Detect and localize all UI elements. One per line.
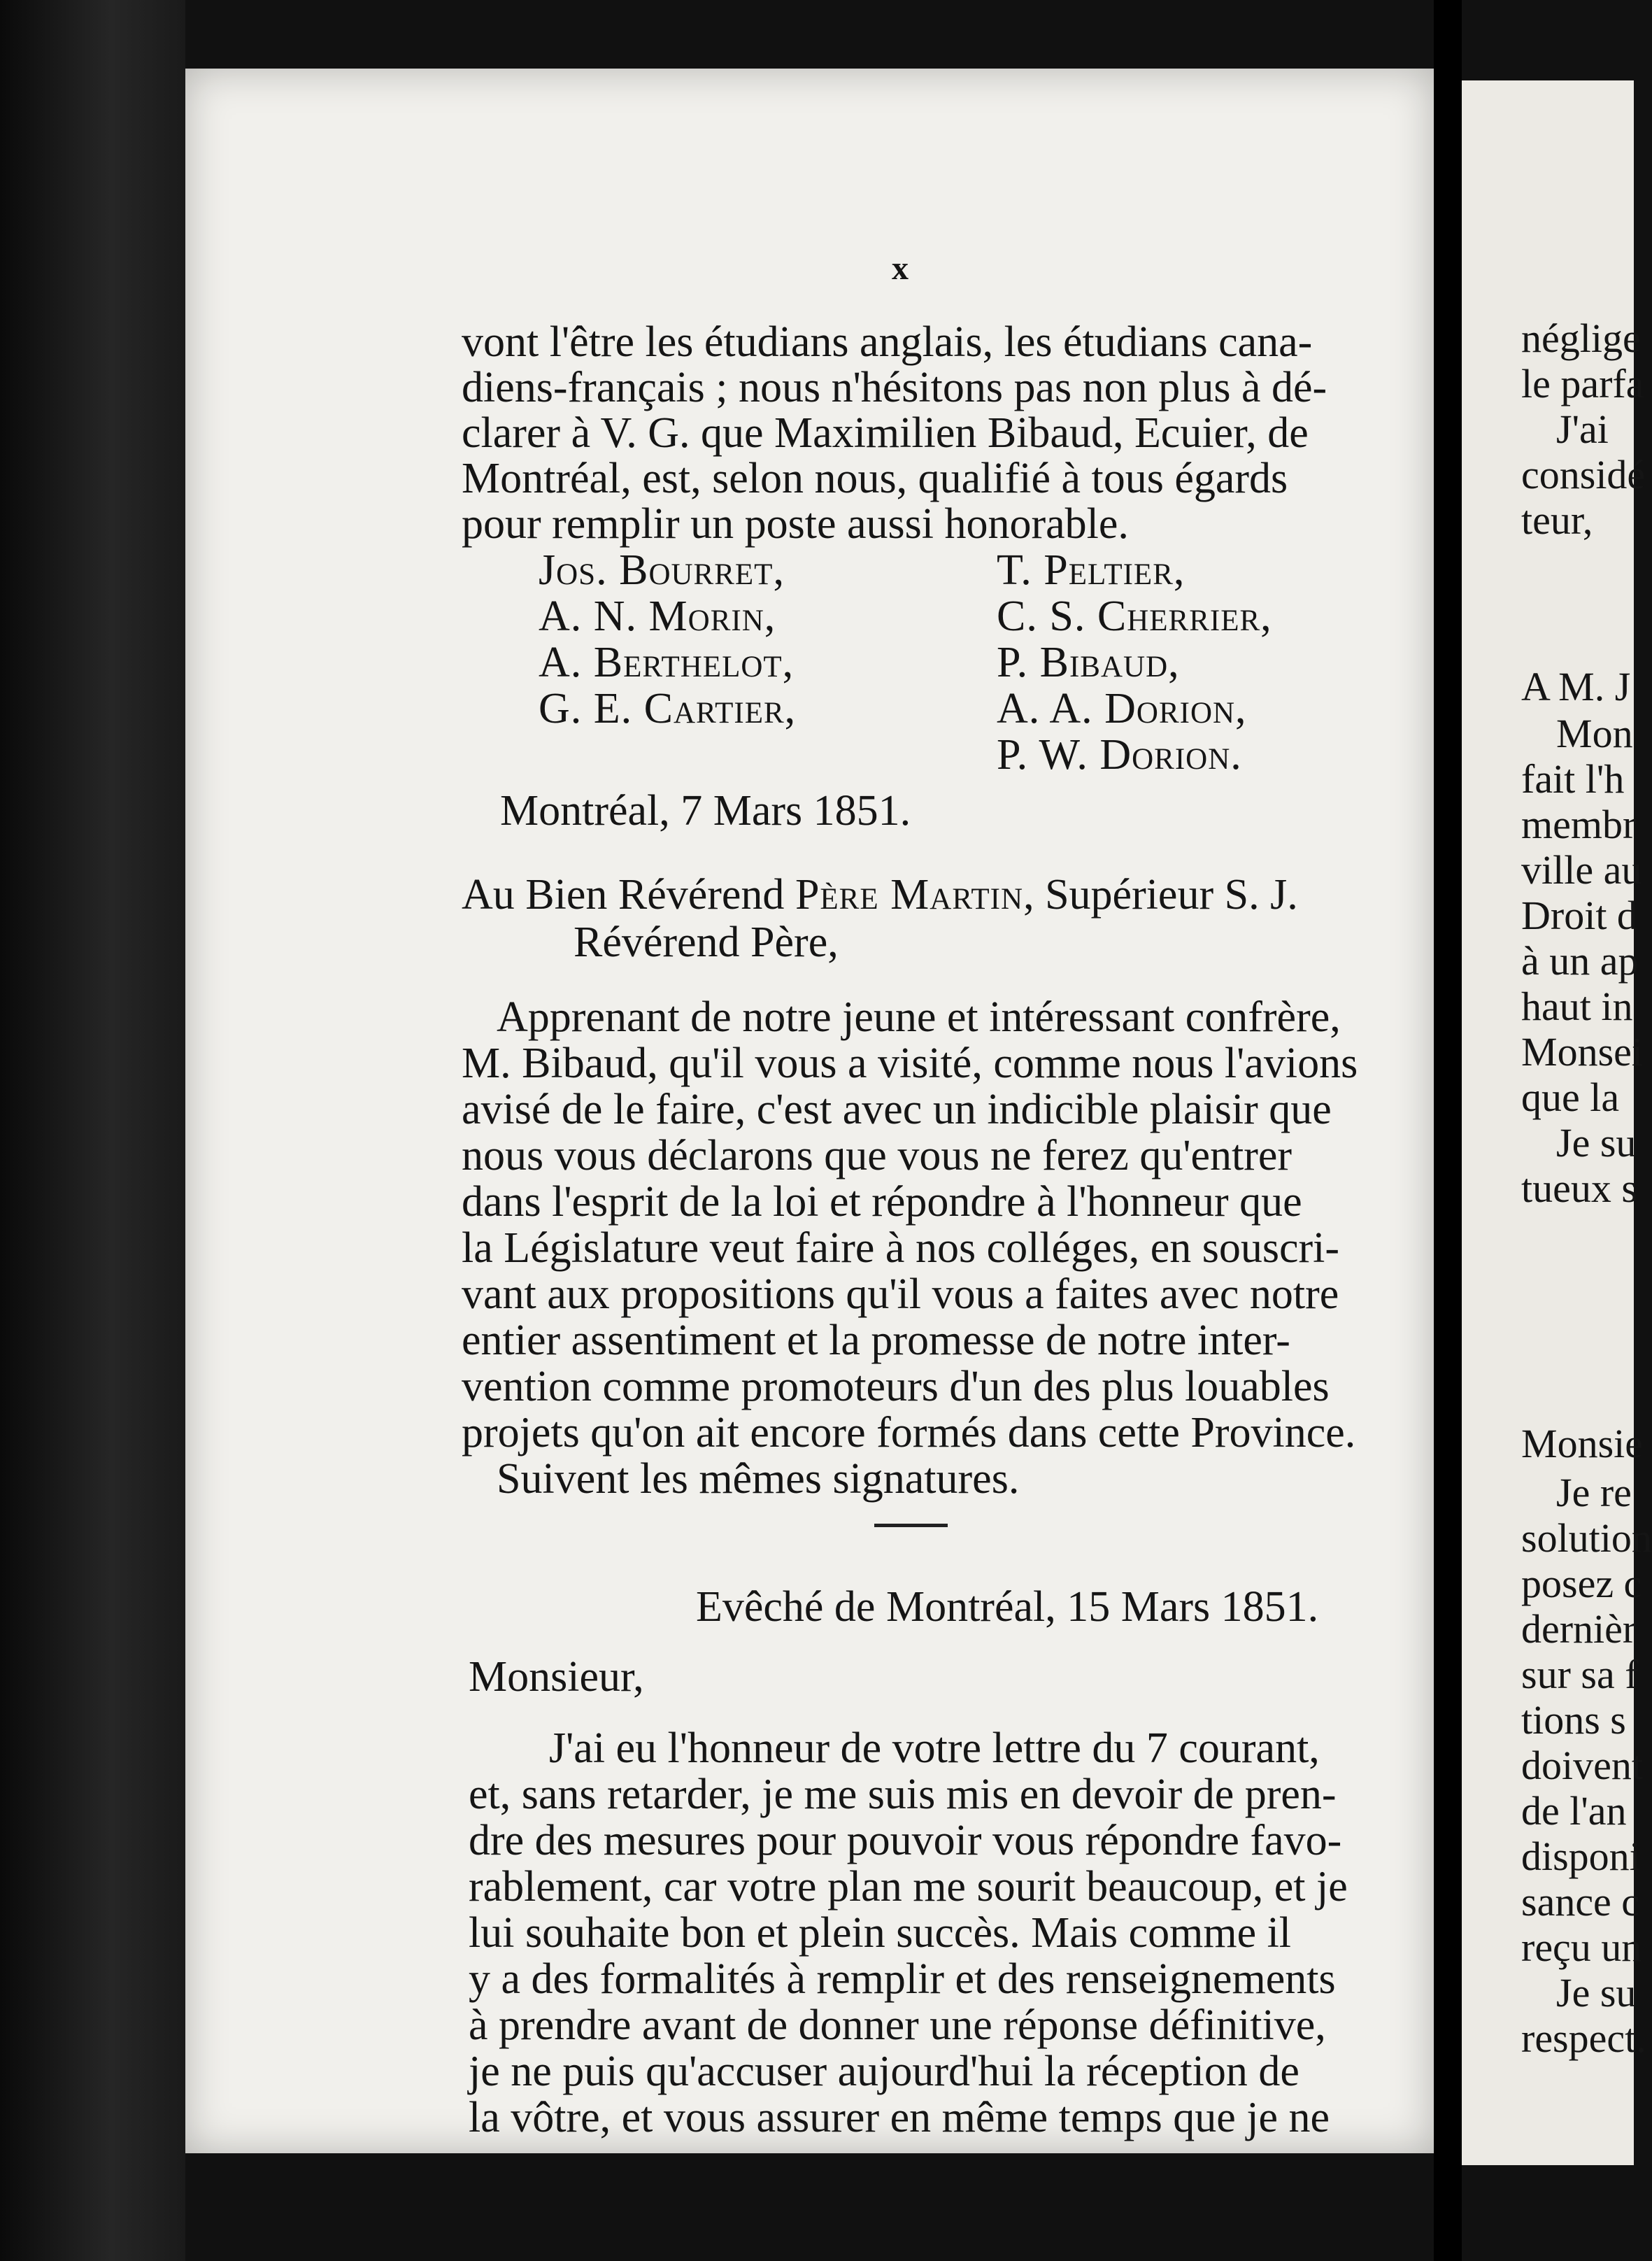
addressee-line: Au Bien Révérend Père Martin, Supérieur S. J.: [462, 871, 1298, 919]
body-line: nous vous déclarons que vous ne ferez qu'entrer: [462, 1132, 1293, 1179]
body-line: dans l'esprit de la loi et répondre à l'honneur que: [462, 1178, 1302, 1226]
body-line: projets qu'on ait encore formés dans cette Province.: [462, 1409, 1356, 1456]
signature-left: G. E. Cartier,: [539, 685, 797, 732]
facing-line: J'ai: [1556, 406, 1609, 452]
facing-line: sance c: [1521, 1879, 1640, 1925]
facing-line: reçu un: [1521, 1925, 1642, 1970]
body-line: Apprenant de notre jeune et intéressant confrère,: [497, 993, 1341, 1041]
body-line: vont l'être les étudians anglais, les étudians cana-: [462, 318, 1313, 366]
body-line: vant aux propositions qu'il vous a faites avec notre: [462, 1270, 1339, 1318]
facing-line: tions s: [1521, 1697, 1626, 1743]
salutation: Monsieur,: [469, 1653, 644, 1701]
signature-right: T. Peltier,: [997, 546, 1185, 594]
signature-left: A. Berthelot,: [539, 639, 795, 686]
facing-line: A M. J: [1521, 664, 1631, 709]
signature-right: A. A. Dorion,: [997, 685, 1247, 732]
body-line: diens-français ; nous n'hésitons pas non plus à dé-: [462, 364, 1327, 411]
body-line: Suivent les mêmes signatures.: [497, 1455, 1020, 1503]
body-line: à prendre avant de donner une réponse définitive,: [469, 2001, 1326, 2049]
facing-line: respect.: [1521, 2015, 1646, 2061]
facing-line: Monsie: [1521, 1421, 1643, 1466]
signature-right: C. S. Cherrier,: [997, 593, 1272, 640]
signature-left: A. N. Morin,: [539, 593, 776, 640]
body-line: vention comme promoteurs d'un des plus louables: [462, 1363, 1330, 1410]
place-date: Evêché de Montréal, 15 Mars 1851.: [696, 1583, 1319, 1631]
left-scan-margin: [0, 0, 185, 2261]
date-line: Montréal, 7 Mars 1851.: [500, 787, 911, 835]
facing-line: Je re: [1556, 1470, 1632, 1515]
facing-line: néglige: [1521, 316, 1641, 361]
body-line: pour remplir un poste aussi honorable.: [462, 500, 1129, 548]
body-line: rablement, car votre plan me sourit beaucoup, et je: [469, 1863, 1348, 1911]
page-number: x: [892, 250, 909, 287]
facing-line: que la: [1521, 1075, 1620, 1120]
signature-left: Jos. Bourret,: [539, 546, 785, 594]
facing-line: doivent: [1521, 1743, 1643, 1788]
facing-line: sur sa f: [1521, 1652, 1639, 1697]
facing-line: Monsei: [1521, 1029, 1643, 1075]
body-line: et, sans retarder, je me suis mis en devoir de pren-: [469, 1771, 1337, 1818]
body-line: avisé de le faire, c'est avec un indicible plaisir que: [462, 1086, 1332, 1133]
facing-page: [1462, 80, 1652, 2165]
facing-line: membr: [1521, 802, 1637, 847]
section-divider: [874, 1524, 948, 1527]
facing-line: solution: [1521, 1515, 1652, 1561]
body-line: Montréal, est, selon nous, qualifié à tous égards: [462, 455, 1288, 502]
body-line: M. Bibaud, qu'il vous a visité, comme nous l'avions: [462, 1040, 1358, 1087]
body-line: y a des formalités à remplir et des renseignements: [469, 1955, 1336, 2003]
facing-line: Je su: [1556, 1970, 1637, 2015]
facing-line: posez c: [1521, 1561, 1642, 1606]
facing-line: ville au: [1521, 847, 1642, 893]
signature-right: P. Bibaud,: [997, 639, 1180, 686]
body-line: la Législature veut faire à nos colléges, en souscri-: [462, 1224, 1340, 1272]
facing-line: tueux s: [1521, 1165, 1637, 1211]
facing-line: haut in: [1521, 984, 1633, 1029]
page-gutter: [1434, 0, 1462, 2261]
body-line: entier assentiment et la promesse de notre inter-: [462, 1317, 1290, 1364]
facing-line: dernièr: [1521, 1606, 1637, 1652]
body-line: je ne puis qu'accuser aujourd'hui la réception de: [469, 2048, 1299, 2095]
facing-line: le parfa: [1521, 361, 1644, 406]
body-line: lui souhaite bon et plein succès. Mais comme il: [469, 1909, 1292, 1957]
body-line: dre des mesures pour pouvoir vous répondre favo-: [469, 1817, 1342, 1864]
body-line: la vôtre, et vous assurer en même temps que je ne: [469, 2094, 1330, 2141]
signature-right: P. W. Dorion.: [997, 731, 1242, 779]
facing-line: teur,: [1521, 497, 1593, 543]
facing-line: à un ap: [1521, 938, 1639, 984]
facing-line: de l'an: [1521, 1788, 1627, 1834]
facing-line: Mon: [1556, 711, 1633, 756]
body-line: J'ai eu l'honneur de votre lettre du 7 courant,: [549, 1724, 1320, 1772]
facing-line: Je su: [1556, 1120, 1637, 1165]
facing-line: Droit d: [1521, 893, 1637, 938]
body-line: clarer à V. G. que Maximilien Bibaud, Ecuier, de: [462, 409, 1309, 457]
salutation: Révérend Père,: [574, 919, 839, 966]
facing-line: disponi: [1521, 1834, 1641, 1879]
facing-line: fait l'h: [1521, 756, 1625, 802]
facing-line: considé: [1521, 452, 1646, 497]
book-page: [185, 69, 1434, 2153]
